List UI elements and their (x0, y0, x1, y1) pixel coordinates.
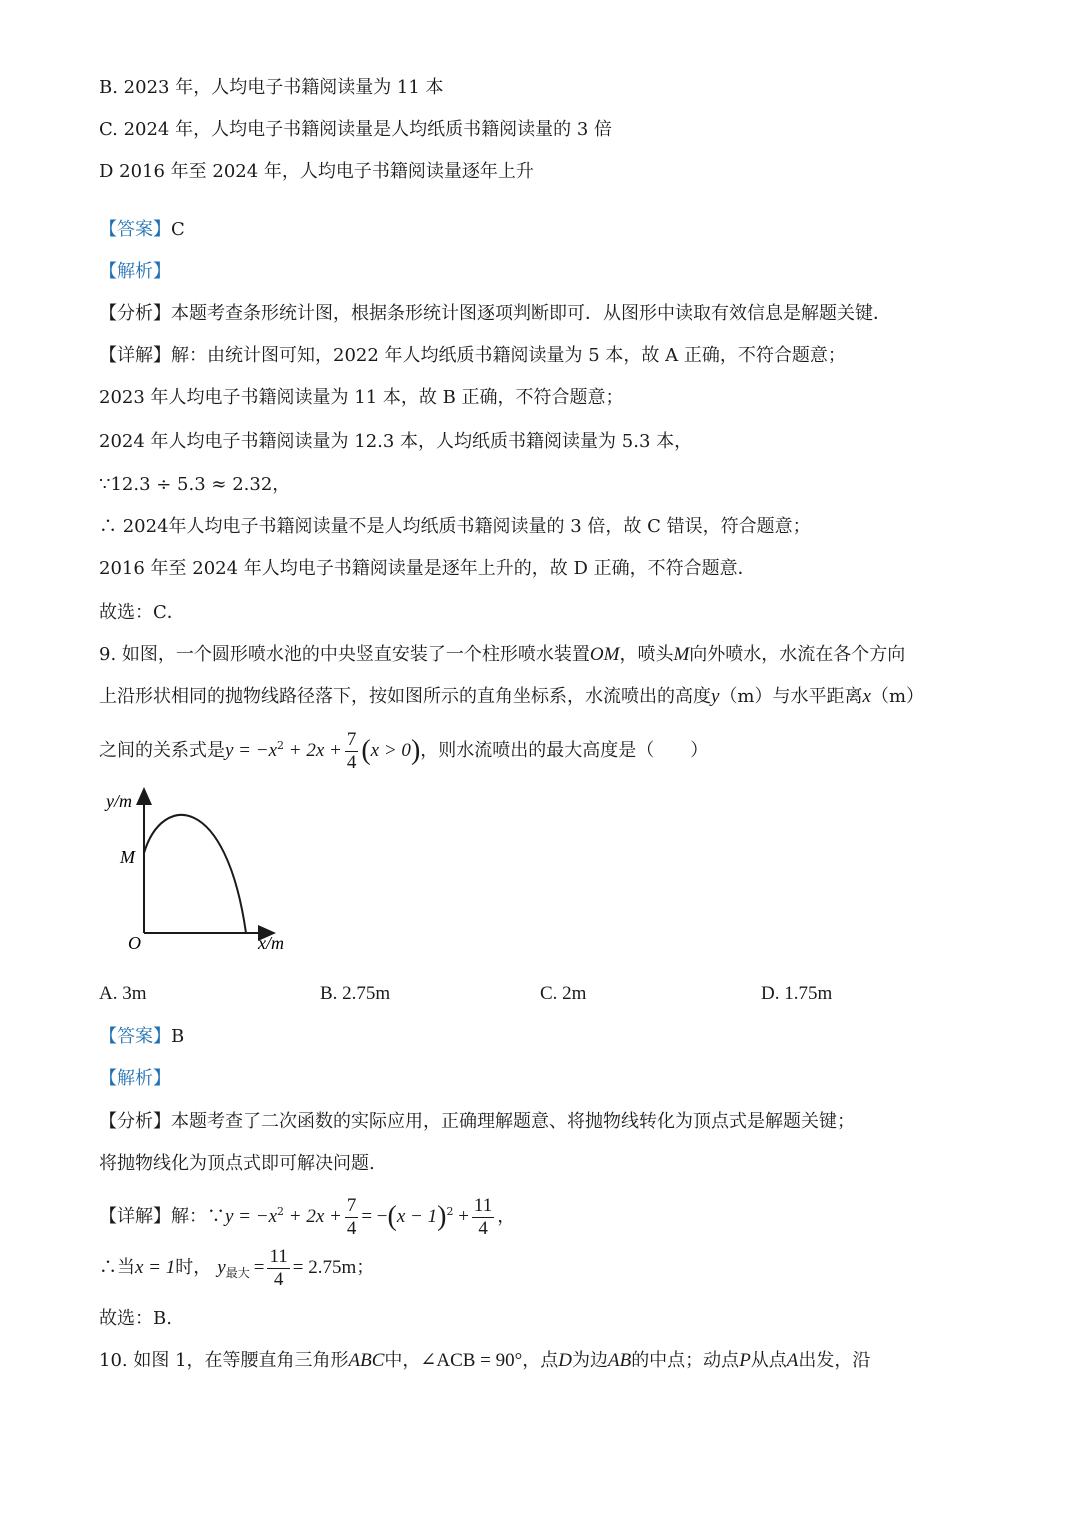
q9-analysis-tag (99, 1067, 171, 1091)
fenxi-text: 本题考查了二次函数的实际应用，正确理解题意、将抛物线转化为顶点式是解题关键； (171, 1111, 855, 1132)
numerator: 11 (269, 1245, 288, 1267)
q9-xiangjie (99, 1189, 515, 1240)
stem-text: 中， (384, 1350, 421, 1371)
answer-tag: 【答案】 (99, 219, 171, 240)
q8-fenxi (99, 302, 891, 326)
answer-tag: 【答案】 (99, 1026, 171, 1047)
denominator: 4 (346, 1217, 357, 1239)
paren: ( (387, 1201, 397, 1232)
eq-part: + 2x + (284, 740, 342, 761)
stem-text: 上沿形状相同的抛物线路径落下，按如图所示的直角坐标系，水流喷出的高度 (99, 686, 711, 707)
eq-part: y = −x (225, 740, 278, 761)
denominator: 4 (273, 1268, 284, 1290)
denominator: 4 (346, 751, 357, 773)
option-c: C. 2024 年，人均电子书籍阅读量是人均纸质书籍阅读量的 3 倍 (99, 119, 612, 140)
stem-text: 的中点；动点 (631, 1350, 740, 1371)
xiangjie-text: 解：由统计图可知，2022 年人均纸质书籍阅读量为 5 本，故 A 正确，不符合题意； (171, 345, 846, 366)
xiangjie-text: 解：∵ (171, 1206, 225, 1227)
q8-line-4: ∵12.3 ÷ 5.3 ≈ 2.32， (99, 474, 291, 495)
q9-option-a: A. 3m (99, 983, 147, 1004)
q9-fenxi (99, 1110, 855, 1134)
xiangjie-tag: 【详解】 (99, 1206, 171, 1227)
option-b: B. 2023 年，人均电子书籍阅读量为 11 本 (99, 77, 444, 98)
q9-answer (99, 1025, 184, 1049)
fraction (345, 729, 359, 774)
q9-fenxi-2: 将抛物线化为顶点式即可解决问题. (99, 1153, 375, 1174)
y-var: y (711, 686, 720, 707)
parabola-figure (100, 785, 300, 960)
fraction (345, 1195, 359, 1240)
paren: ) (437, 1201, 447, 1232)
q9-option-c: C. 2m (540, 983, 587, 1004)
eq-part: x − 1 (396, 1206, 438, 1227)
eq-part: y = −x (225, 1206, 278, 1227)
q8-line-5: ∴ 2024年人均电子书籍阅读量不是人均纸质书籍阅读量的 3 倍，故 C 错误，符合题意； (99, 516, 811, 537)
denominator: 4 (478, 1217, 488, 1239)
stem-text: 10. 如图 1，在等腰直角三角形 (99, 1350, 349, 1371)
eq-part: + 2x + (284, 1206, 342, 1227)
exponent: 2 (446, 1205, 454, 1218)
stem-text: 9. 如图，一个圆形喷水池的中央竖直安装了一个柱形喷水装置 (99, 644, 590, 665)
q8-line-6: 2016 年至 2024 年人均电子书籍阅读量是逐年上升的，故 D 正确，不符合题意． (99, 558, 756, 579)
x-var: x (862, 686, 871, 707)
condition: x > 0 (370, 740, 411, 761)
x-axis-label: x/m (258, 933, 284, 953)
stem-text: （m） (870, 686, 925, 707)
fenxi-tag: 【分析】 (99, 1111, 171, 1132)
when-eq: x = 1 (135, 1257, 176, 1278)
q10-stem (99, 1349, 870, 1373)
stem-text: （m）与水平距离 (719, 686, 863, 707)
parabola-curve (144, 815, 246, 933)
numerator: 7 (346, 728, 357, 750)
stem-text: 之间的关系式是 (99, 740, 225, 761)
stem-text: ，喷头 (619, 644, 674, 665)
q8-line-3: 2024 年人均电子书籍阅读量为 12.3 本，人均纸质书籍阅读量为 5.3 本， (99, 431, 693, 452)
exponent: 2 (277, 739, 285, 752)
q9-option-b: B. 2.75m (320, 983, 391, 1004)
ymax-y: y (217, 1257, 226, 1278)
paren: ) (410, 735, 421, 766)
q9-option-d: D. 1.75m (761, 983, 833, 1004)
when-text: 时， (175, 1257, 212, 1278)
answer-value: B (171, 1026, 185, 1047)
stem-text: 从点 (750, 1350, 787, 1371)
q9-stem-2 (99, 685, 924, 709)
stem-text: 向外喷水，水流在各个方向 (689, 644, 906, 665)
q8-xiangjie (99, 344, 846, 368)
q8-line-2: 2023 年人均电子书籍阅读量为 11 本，故 B 正确，不符合题意； (99, 387, 624, 408)
point-a: A (786, 1350, 799, 1371)
origin-label: O (128, 933, 141, 953)
q8-conclusion: 故选：C． (99, 602, 185, 623)
y-axis-label: y/m (106, 791, 132, 811)
ymax-val: = 2.75m (292, 1257, 357, 1278)
q8-answer (99, 218, 185, 242)
q9-stem-3 (99, 724, 708, 774)
point-m-label: M (120, 847, 135, 867)
numerator: 11 (473, 1194, 493, 1216)
om-label: OM (589, 644, 620, 665)
fraction (472, 1195, 494, 1240)
paren: ( (361, 735, 371, 766)
eq-part: + (453, 1206, 469, 1227)
stem-text: 为边 (571, 1350, 608, 1371)
q9-stem-1 (99, 643, 905, 667)
when-text: ∴当 (99, 1257, 135, 1278)
ymax-eq: = (253, 1257, 265, 1278)
fraction (267, 1246, 289, 1291)
analysis-tag: 【解析】 (99, 261, 171, 282)
punct: ； (356, 1257, 375, 1278)
numerator: 7 (346, 1194, 357, 1216)
q9-conclusion: 故选：B. (99, 1308, 172, 1329)
fenxi-text: 本题考查条形统计图，根据条形统计图逐项判断即可．从图形中读取有效信息是解题关键． (171, 303, 891, 324)
eq-part: = − (361, 1206, 388, 1227)
q8-analysis-tag (99, 260, 171, 284)
point-p: P (739, 1350, 751, 1371)
punct: ， (497, 1206, 516, 1227)
stem-text: ，点 (522, 1350, 559, 1371)
xiangjie-tag: 【详解】 (99, 345, 171, 366)
angle-label: ∠ACB = 90° (420, 1350, 523, 1371)
m-label: M (673, 644, 690, 665)
stem-text: ，则水流喷出的最大高度是（ ） (420, 740, 709, 761)
answer-value: C (171, 219, 185, 240)
point-d: D (558, 1350, 572, 1371)
triangle-label: ABC (348, 1350, 385, 1371)
analysis-tag: 【解析】 (99, 1068, 171, 1089)
ymax-sub: 最大 (225, 1266, 250, 1280)
side-ab: AB (607, 1350, 632, 1371)
option-d: D 2016 年至 2024 年，人均电子书籍阅读量逐年上升 (99, 161, 534, 182)
fenxi-tag: 【分析】 (99, 303, 171, 324)
stem-text: 出发，沿 (798, 1350, 871, 1371)
q9-ymax (99, 1245, 374, 1296)
exponent: 2 (277, 1205, 285, 1218)
